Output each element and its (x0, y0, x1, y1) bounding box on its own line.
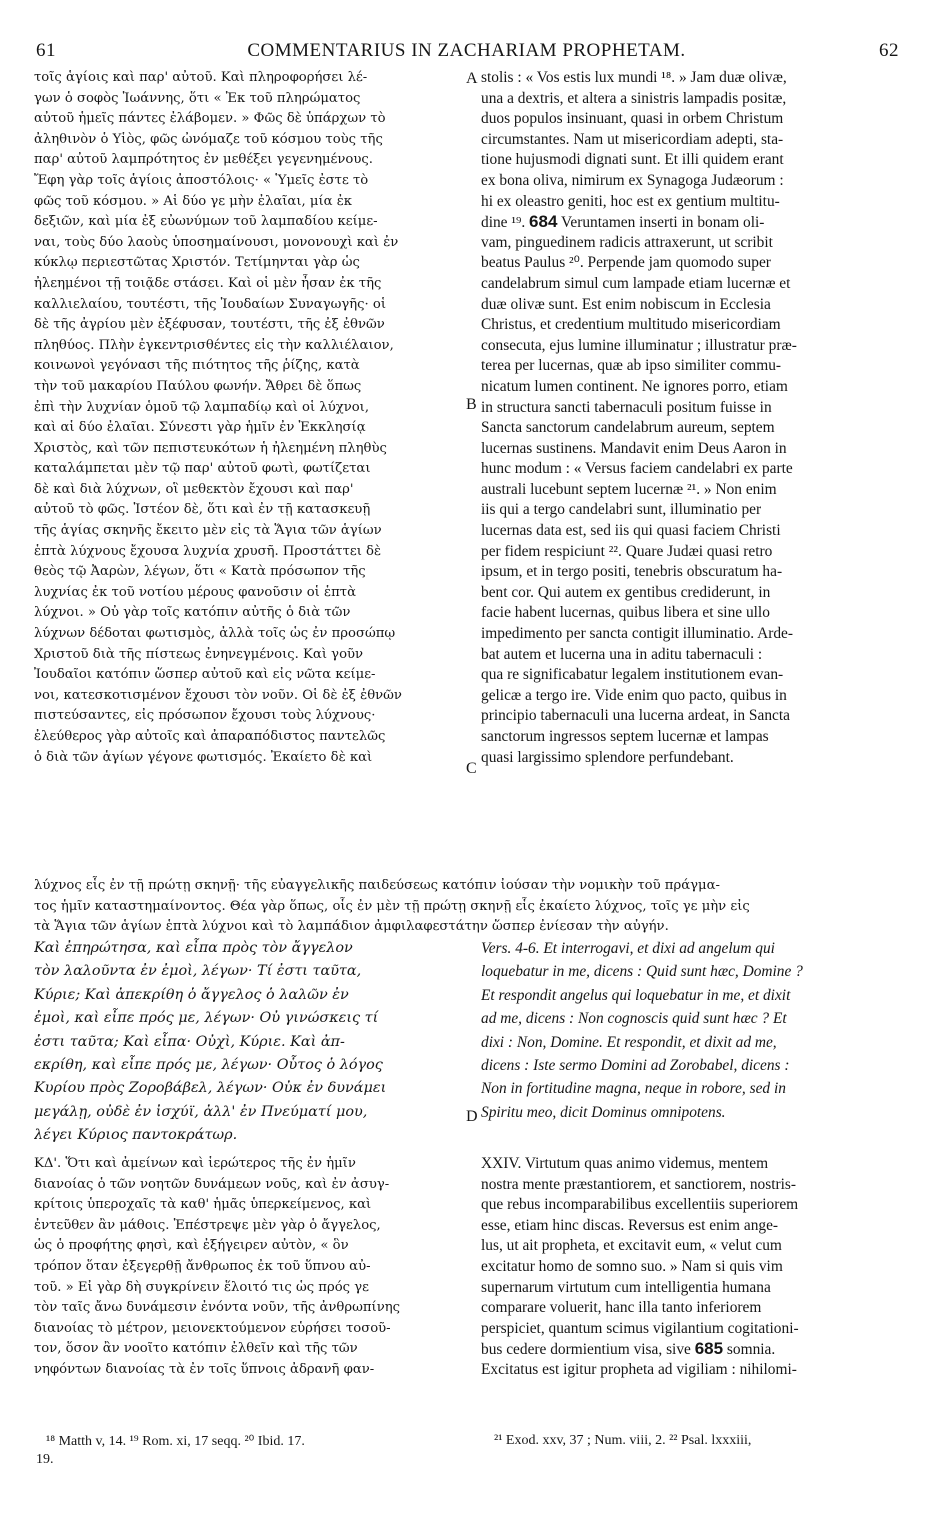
text-line: bent cor. Qui autem ex gentibus crediderunt, in (481, 583, 771, 601)
text-line: duæ olivæ sunt. Est enim nobiscum in Ecclesia (481, 295, 771, 313)
text-line: iis qui a tergo candelabri sunt, illuminatio per (481, 501, 762, 519)
text-line: διανοίας τὸ μέτρον, μειονεκτούμενον εὑρήσει τοσοῦ- (34, 1320, 391, 1336)
text-line: nicatum lumen continent. Ne ignores porro, etiam (481, 377, 788, 395)
text-line: terea per lucernas, quæ ab ipso similiter commu- (481, 357, 782, 375)
text-line: nostra mente præstantiorem, et sanctiorem, nostris- (481, 1175, 797, 1193)
text-line: καταλάμπεται μὲν τῷ παρ' αὐτοῦ φωτὶ, φωτίζεται (34, 461, 371, 477)
text-line: ἑπτὰ λύχνους ἔχουσα λυχνία χρυσῆ. Προστάττει δὲ (34, 543, 382, 559)
text-line: κύκλῳ περιεστῶτας Χριστόν. Τετίμηνται γὰρ ὡς (34, 255, 360, 271)
text-line: τῆς ἁγίας σκηνῆς ἔκειτο μὲν εἰς τὰ Ἅγια τῶν ἁγίων (34, 523, 382, 539)
text-line: Χριστοῦ διὰ τῆς πίστεως ἐνηνεγμένοις. Καὶ γοῦν (34, 646, 364, 662)
text-line: Κυρίου πρὸς Ζοροβάβελ, λέγων· Οὐκ ἐν δυνάμει (34, 1080, 387, 1097)
text-line: κοινωνοὶ γεγόνασι τῆς πιότητος τῆς ῥίζης, κατὰ (34, 358, 360, 374)
text-line: διανοίας ὁ τῶν νοητῶν δυνάμεων νοῦς, καὶ ἐν ἀσυγ- (34, 1176, 390, 1192)
text-line: λέγει Κύριος παντοκράτωρ. (34, 1127, 238, 1144)
text-line: ex bona oliva, nimirum ex Synagoga Judæorum : (481, 171, 784, 189)
text-line: ad me, dicens : Non cognoscis quid sunt hæc ? Et (481, 1010, 787, 1028)
text-line: δὲ καὶ διὰ λύχνων, οἳ μεθεκτὸν ἔχουσι καὶ παρ' (34, 481, 354, 497)
text-line: qua re significabatur legalem institutionem evan- (481, 666, 784, 684)
text-line: γων ὁ σοφὸς Ἰωάννης, ὅτι « Ἐκ τοῦ πληρώματος (34, 90, 361, 106)
text-line: ὡς ὁ προφήτης φησὶ, καὶ ἐξήγειρεν αὐτὸν, « ὃν (34, 1238, 349, 1254)
text-line: lucernas data est, sed iis qui quasi faciem Christi (481, 522, 781, 540)
text-line: τρόπον ὅταν ἐξεγερθῇ ἄνθρωπος ἐκ τοῦ ὕπνου αὐ- (34, 1258, 371, 1274)
text-line: circumstantes. Nam ut misericordiam adepti, sta- (481, 130, 784, 148)
page-header (28, 40, 905, 64)
full-width-passage (34, 876, 904, 938)
text-line: quasi largissimo splendore perfundebant. (481, 748, 734, 766)
text-line: κρίτοις ὑπεροχαῖς τὰ καθ' ἡμᾶς ὑπερκείμενος, καὶ (34, 1197, 372, 1213)
text-line: stolis : « Vos estis lux mundi ¹⁸. » Jam duæ olivæ, (481, 69, 787, 86)
text-line: καλλιελαίου, τουτέστι, τῆς Ἰουδαίων Συναγωγῆς· οἱ (34, 296, 387, 312)
text-line: per fidem respiciunt ²². Quare Judæi quasi retro (481, 542, 773, 560)
text-line: loquebatur in me, dicens : Quid sunt hæc, Domine ? (481, 963, 803, 981)
text-line: ἠλεημένοι τῇ τοιᾷδε στάσει. Καὶ οἱ μὲν ἦσαν ἐκ τῆς (34, 275, 382, 291)
margin-letter-b: B (466, 396, 477, 413)
text-line: θεὸς τῷ Ἀαρὼν, λέγων, ὅτι « Κατὰ πρόσωπον τῆς (34, 564, 366, 580)
text-line: λύχνοι. » Οὐ γὰρ τοῖς κατόπιν αὐτῆς ὁ διὰ τῶν (34, 605, 351, 621)
text-line: ἀληθινὸν ὁ Υἱὸς, φῶς ὠνόμαζε τοῦ κόσμου τοὺς τῆς (34, 131, 383, 147)
latin-column-top (481, 68, 903, 768)
text-line: δὲ τῆς ἀγρίου μὲν ἐξέφυσαν, τουτέστι, τῆς ἐξ ἐθνῶν (34, 317, 385, 333)
page-number-right: 62 (879, 40, 899, 61)
text-line: Χριστὸς, καὶ τῶν πεπιστευκότων ἡ ἠλεημένη πληθὺς (34, 440, 387, 456)
text-line: τὸν ταῖς ἄνω δυνάμεσιν ἐνόντα νοῦν, τῆς ἀνθρωπίνης (34, 1300, 401, 1316)
text-line: λύχνων δέδοται φωτισμὸς, ἀλλὰ τοῖς ὡς ἐν προσώπῳ (34, 626, 396, 642)
text-line: τὸν λαλοῦντα ἐν ἐμοὶ, λέγων· Τί ἐστι ταῦτα, (34, 963, 362, 980)
text-line: τὴν τοῦ μακαρίου Παύλου φωνήν. Ἄθρει δὲ ὅπως (34, 378, 362, 394)
footnotes-left: ¹⁸ Matth v, 14. ¹⁹ Rom. xi, 17 seqq. ²⁰ Ibid. 17. (46, 1434, 305, 1449)
text-line: τος ἡμῖν καταστημαίνοντος. Θέα γὰρ ὅπως, οἷς ἐν μὲν τῇ πρώτῃ σκηνῇ εἷς ἐκαίετο λύχνος, τοῖς γε μὴν εἰς (34, 898, 750, 914)
text-line: ἐλεύθερος γὰρ αὐτοῖς καὶ ἀπαραπόδιστος παντελῶς (34, 729, 386, 744)
text-line: dixi : Non, Domine. Et respondit, et dixit ad me, (481, 1033, 777, 1051)
text-line: candelabrum simul cum lampade etiam lucernæ et (481, 274, 791, 292)
text-line: Ἰουδαῖοι κατόπιν ὥσπερ αὐτοῦ καὶ εἰς νῶτα κείμε- (34, 667, 376, 683)
greek-commentary (34, 1154, 464, 1381)
text-line: supernarum virtutum cum intelligentia humana (481, 1278, 771, 1296)
text-line: δεξιῶν, καὶ μία ἐξ εὐωνύμων τοῦ λαμπαδίου κείμε- (34, 214, 378, 230)
margin-letter-a: A (466, 70, 478, 87)
text-line: μεγάλῃ, οὐδὲ ἐν ἰσχύϊ, ἀλλ' ἐν Πνεύματί μου, (34, 1103, 368, 1120)
text-line: facie habent lucernas, quibus libera et sine ullo (481, 604, 770, 622)
text-line: Christus, et credentium multitudo misericordiam (481, 316, 781, 334)
text-line: beatus Paulus ²⁰. Perpende jam quomodo super (481, 254, 771, 272)
text-line: Non in fortitudine magna, neque in robore, sed in (481, 1080, 786, 1098)
text-line: esse, etiam hinc discas. Reversus est enim ange- (481, 1216, 779, 1234)
text-line: impedimento per sancta contigit illuminatio. Arde- (481, 625, 794, 643)
text-line: τοῦ. » Εἰ γὰρ δὴ συγκρίνειν ἕλοιτό τις ὡς πρός γε (34, 1279, 369, 1295)
text-line: lucernas sustinens. Mandavit enim Deus Aaron in (481, 439, 787, 457)
text-line: vam, pinguedinem radicis attraxerunt, ut scribit (481, 233, 773, 251)
text-line: gelicæ a tergo ire. Vide enim quo pacto, quibus in (481, 686, 787, 704)
text-line: ἐστι ταῦτα; Καὶ εἶπα· Οὐχὶ, Κύριε. Καὶ ἀπ- (34, 1033, 345, 1050)
text-line: τὰ Ἅγια τῶν ἁγίων ἑπτὰ λύχνοι καὶ τὸ λαμπάδιον ἀμφιλαφεστάτην ὥσπερ ἐνίεσαν τὴν αὐγήν. (34, 919, 669, 935)
column-number-marker: 684 (529, 212, 558, 232)
greek-column-top (34, 68, 464, 768)
text-line: in structura sancti tabernaculi positum fuisse in (481, 398, 772, 416)
text-line: ἐμοὶ, καὶ εἶπε πρός με, λέγων· Οὐ γινώσκεις τί (34, 1010, 379, 1027)
margin-letter-d: D (466, 1108, 478, 1125)
text-line: lus, ut ait propheta, et excitavit eum, « velut cum (481, 1237, 782, 1255)
text-line: ἐντεῦθεν ἂν μάθοις. Ἐπέστρεψε μὲν γὰρ ὁ ἄγγελος, (34, 1217, 381, 1233)
text-line: dicens : Iste sermo Domini ad Zorobabel, dicens : (481, 1056, 790, 1074)
text-line: τοῖς ἁγίοις καὶ παρ' αὐτοῦ. Καὶ πληροφορήσει λέ- (34, 70, 368, 85)
text-line: hunc modum : « Versus faciem candelabri ex parte (481, 460, 793, 478)
footnotes-right: ²¹ Exod. xxv, 37 ; Num. viii, 2. ²² Psal. lxxxiii, (494, 1433, 752, 1448)
text-line: λυχνίας ἐκ τοῦ νοτίου μέρους φανοῦσιν οἱ ἑπτὰ (34, 584, 356, 600)
text-line: Κύριε; Καὶ ἀπεκρίθη ὁ ἄγγελος ὁ λαλῶν ἐν (34, 986, 349, 1003)
text-line: consecuta, ejus lumine illuminatur ; illustratur præ- (481, 336, 797, 354)
page-number-left: 61 (36, 40, 56, 61)
text-line: Vers. 4-6. Et interrogavi, et dixi ad angelum qui (481, 940, 775, 957)
text-line: tione hujusmodi dignati sunt. Et illi quidem erant (481, 151, 784, 169)
text-line: Et respondit angelus qui loquebatur in me, et dixit (481, 986, 791, 1004)
text-line: bus cedere dormientium visa, sive 685 somnia. (481, 1339, 776, 1359)
text-line: duos populos insinuant, quasi in orbem Christum (481, 110, 784, 128)
running-title: COMMENTARIUS IN ZACHARIAM PROPHETAM. (247, 40, 686, 61)
latin-verse (481, 937, 903, 1124)
text-line: sanctorum ingressos septem lucernæ et lampas (481, 728, 769, 745)
text-line: τον, ὅσον ἂν νοοῖτο κατόπιν ἐλθεῖν καὶ τῆς τῶν (34, 1341, 358, 1357)
text-line: ipsum, et in tergo positi, tenebris obscuratum ha- (481, 563, 783, 581)
text-line: Spiritu meo, dicit Dominus omnipotens. (481, 1103, 726, 1121)
text-line: principio tabernaculi una lucerna ardeat, in Sancta (481, 707, 790, 725)
text-line: πληθύος. Πλὴν ἐγκεντρισθέντες εἰς τὴν καλλιέλαιον, (34, 337, 394, 353)
text-line: πιστεύσαντες, εἰς πρόσωπον ἔχουσι τοὺς λύχνους· (34, 708, 376, 724)
text-line: νηφόντων διανοίας τὰ ἐν τοῖς ὕπνοις ἀδρανῆ φαν- (34, 1361, 375, 1377)
text-line: νοι, κατεσκοτισμένον ἔχουσι τὸν νοῦν. Οἱ δὲ ἐξ ἐθνῶν (34, 687, 402, 703)
text-line: φῶς τοῦ κόσμου. » Αἱ δύο γε μὴν ἐλαῖαι, μία ἐκ (34, 193, 353, 209)
text-line: παρ' αὐτοῦ λαμπρότητος ἐν μεθέξει γεγενημένους. (34, 152, 373, 168)
text-line: καὶ αἱ δύο ἐλαῖαι. Σύνεστι γὰρ ἡμῖν ἐν Ἐκκλησίᾳ (34, 420, 366, 436)
text-line: ναι, τοὺς δύο λαοὺς ὑποσημαίνουσι, μονονουχὶ καὶ ἐν (34, 234, 399, 250)
text-line: ἐπὶ τὴν λυχνίαν ὁμοῦ τῷ λαμπαδίῳ καὶ οἱ λύχνοι, (34, 399, 370, 415)
text-line: una a dextris, et altera a sinistris lampadis positæ, (481, 89, 787, 107)
text-line: hi ex oleastro geniti, hoc est ex gentium multitu- (481, 192, 780, 210)
text-line: australi lucebunt septem lucernæ ²¹. » Non enim (481, 480, 777, 498)
greek-verse (34, 937, 464, 1148)
text-line: Excitatus est igitur propheta ad vigiliam : nihilomi- (481, 1360, 797, 1378)
text-line: comparare voluerit, hanc illa tanto inferiorem (481, 1299, 762, 1317)
text-line: bat autem et lucerna una in aditu tabernaculi : (481, 645, 763, 663)
text-line: λύχνος εἷς ἐν τῇ πρώτῃ σκηνῇ· τῆς εὐαγγελικῆς παιδεύσεως κατόπιν ἰούσαν τὴν νομικὴν τοῦ πράγμα- (34, 878, 720, 893)
text-line: que rebus incomparabilibus excellentiis superiorem (481, 1196, 799, 1214)
text-line: excitatur homo de somno suo. » Nam si quis vim (481, 1257, 783, 1275)
margin-letter-c: C (466, 760, 477, 777)
text-line: XXIV. Virtutum quas animo videmus, mentem (481, 1155, 769, 1172)
text-line: αὐτοῦ ἡμεῖς πάντες ἐλάβομεν. » Φῶς δὲ ὑπάρχων τὸ (34, 111, 386, 127)
column-number-marker: 685 (694, 1339, 724, 1359)
text-line: Καὶ ἐπηρώτησα, καὶ εἶπα πρὸς τὸν ἄγγελον (34, 940, 353, 956)
text-line: Sancta sanctorum candelabrum aureum, septem (481, 419, 775, 437)
text-line: dine ¹⁹. 684 Veruntamen inserti in bonam oli- (481, 212, 765, 232)
text-line: ΚΔ'. Ὅτι καὶ ἀμείνων καὶ ἱερώτερος τῆς ἐν ἡμῖν (34, 1156, 356, 1171)
text-line: ὁ διὰ τῶν ἁγίων γέγονε φωτισμός. Ἐκαίετο δὲ καὶ (34, 749, 373, 765)
text-line: Ἔφη γὰρ τοῖς ἁγίοις ἀποστόλοις· « Ὑμεῖς ἐστε τὸ (34, 172, 369, 188)
text-line: perspiciet, quantum scimus vigilantium cogitationi- (481, 1319, 799, 1337)
text-line: εκρίθη, καὶ εἶπε πρός με, λέγων· Οὗτος ὁ λόγος (34, 1056, 383, 1073)
footnotes-left-cont: 19. (36, 1452, 54, 1467)
latin-commentary (481, 1154, 903, 1381)
text-line: αὐτοῦ τὸ φῶς. Ἰστέον δὲ, ὅτι καὶ ἐν τῇ κατασκευῇ (34, 502, 371, 518)
